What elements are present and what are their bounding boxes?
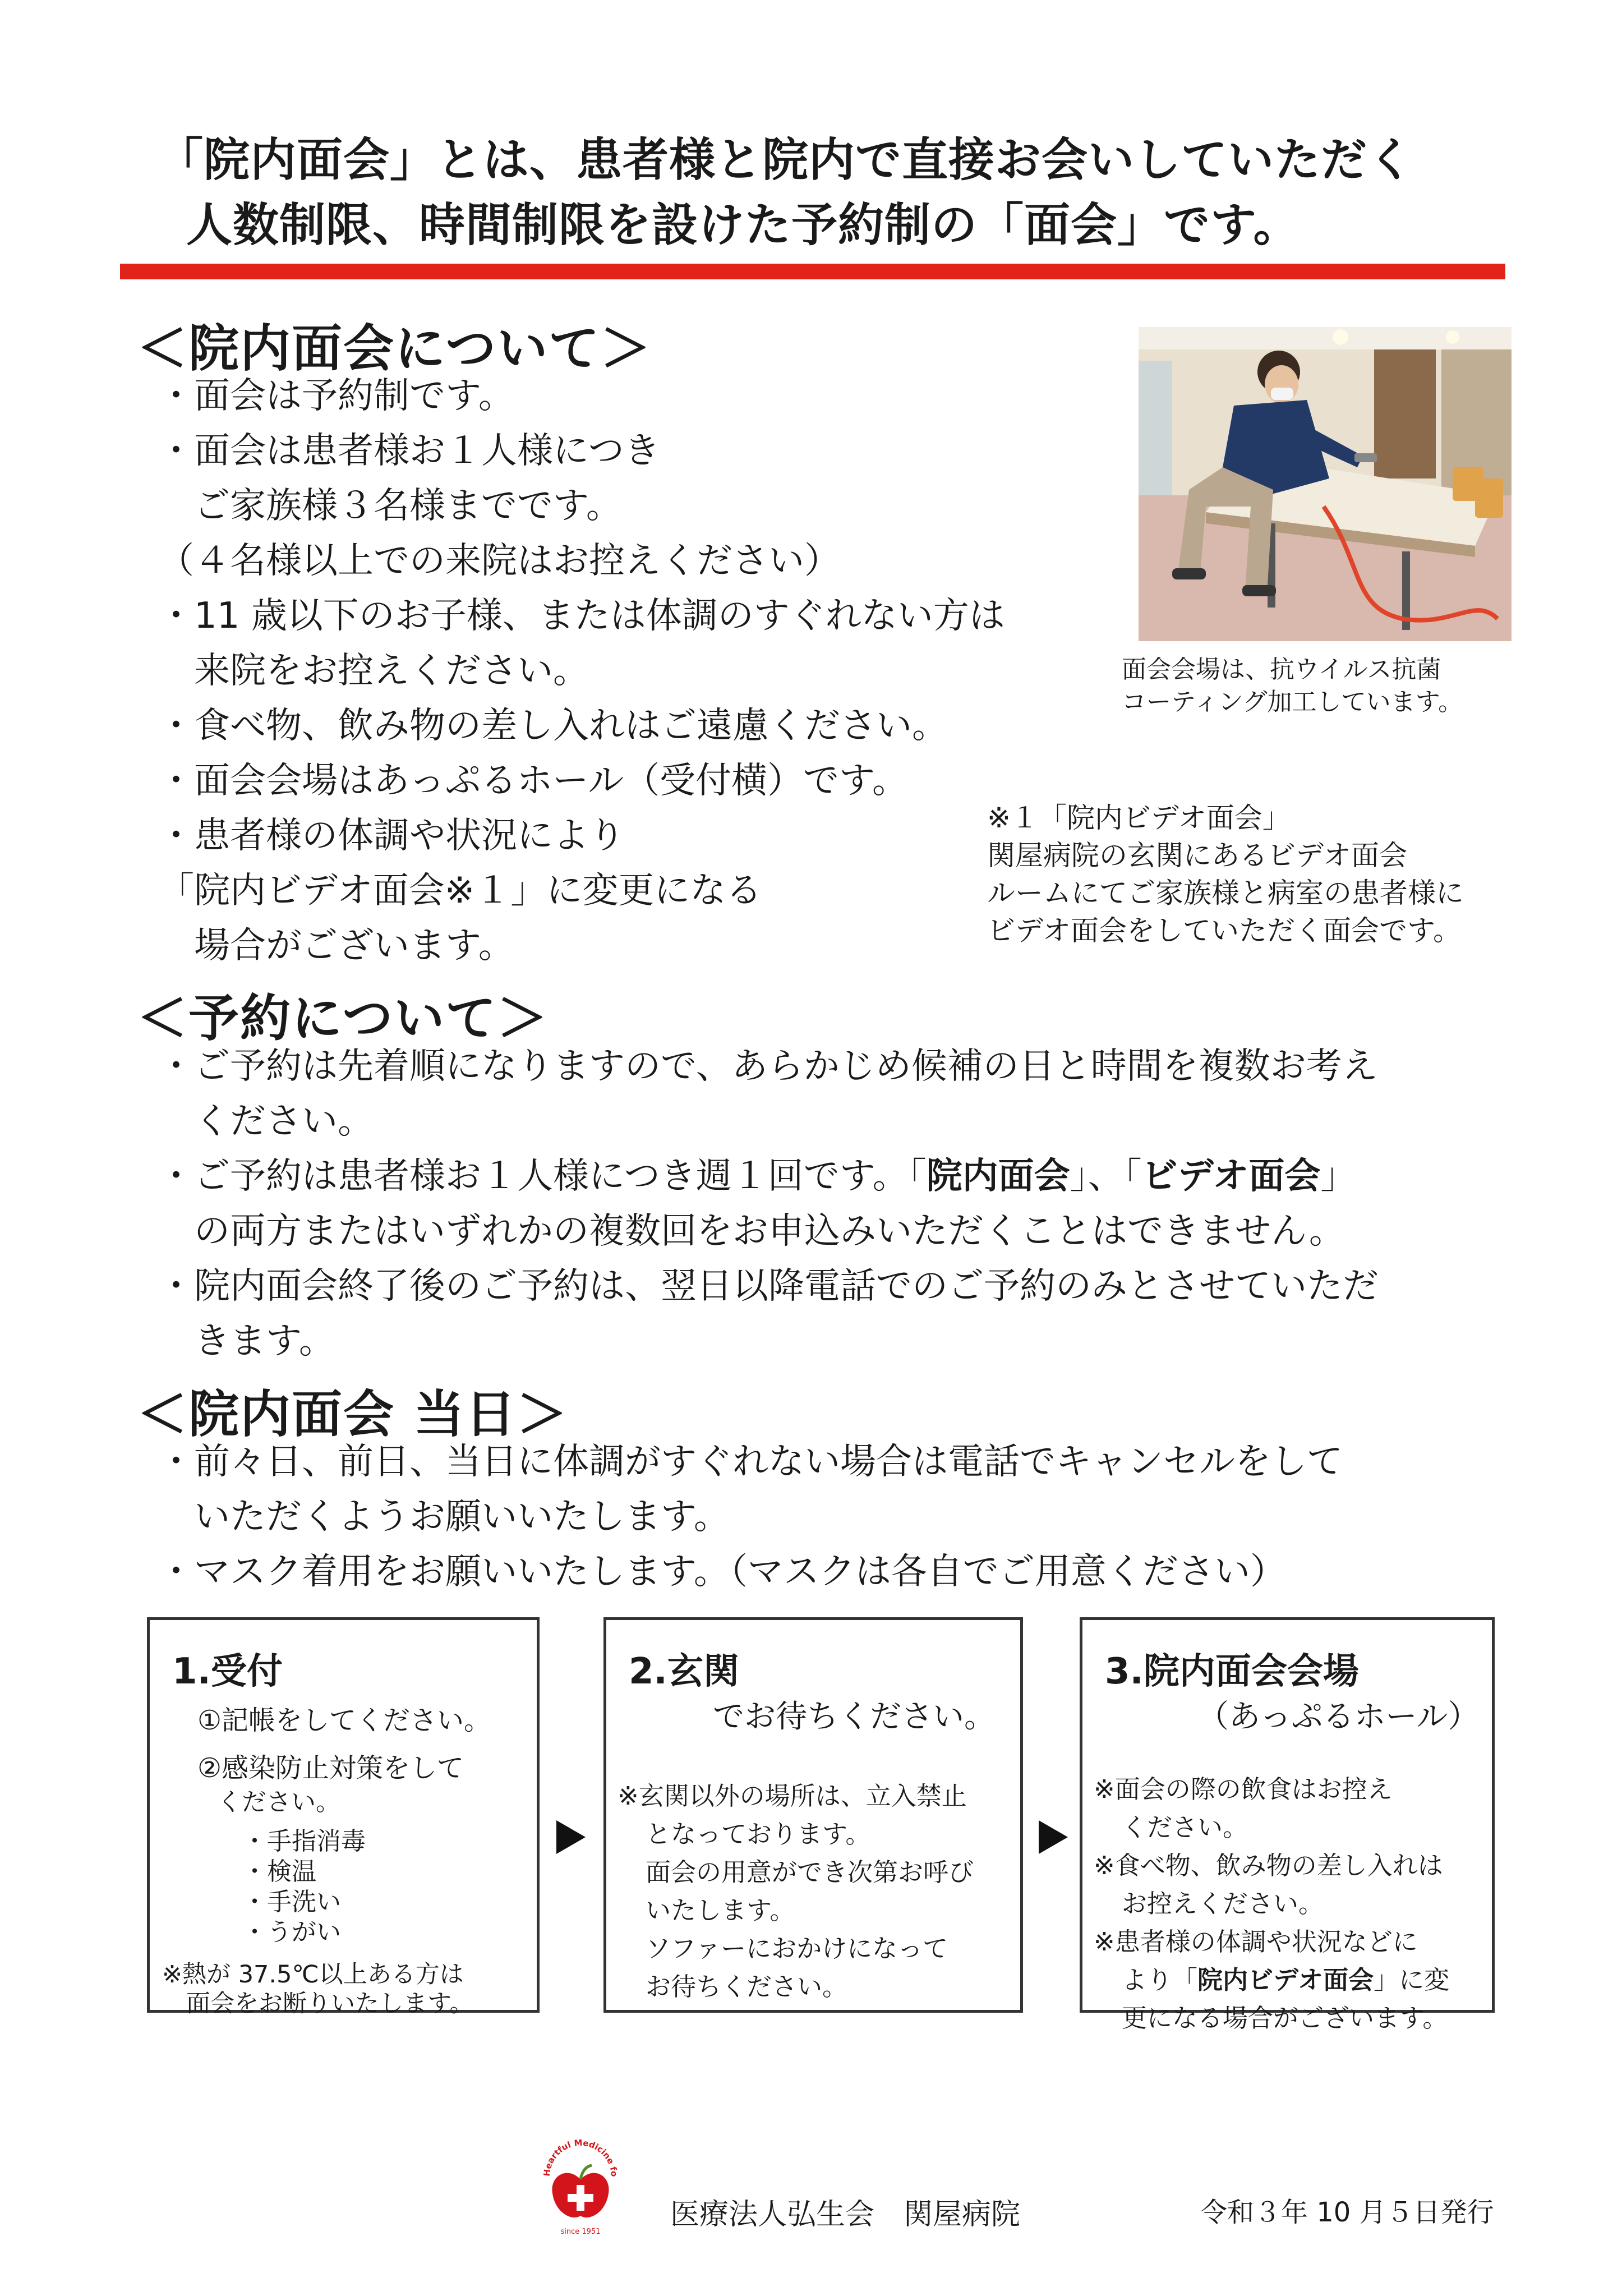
about-line: ・面会は患者様お１人様につき	[158, 430, 660, 472]
about-line: 場合がございます。	[158, 925, 514, 967]
step-text: ください。	[217, 1788, 340, 1816]
about-line: ・11 歳以下のお子様、または体調のすぐれない方は	[158, 595, 1005, 637]
in-hospital-meeting-emph: 院内面会	[926, 1156, 1070, 1197]
caption-line: 面会会場は、抗ウイルス抗菌	[1122, 655, 1441, 684]
step-title: 1.受付	[172, 1651, 283, 1692]
reservation-line: ・院内面会終了後のご予約は、翌日以降電話でのご予約のみとさせていただ	[158, 1266, 1379, 1307]
reservation-line: ください。	[158, 1101, 374, 1142]
arrow-right-icon	[556, 1820, 586, 1854]
red-divider	[120, 264, 1505, 279]
caption-line: コーティング加工しています。	[1122, 688, 1463, 716]
entrance-note-line: お待ちください。	[646, 1972, 848, 2001]
hospital-logo	[538, 2132, 623, 2238]
entrance-note-line: 面会の用意ができ次第お呼び	[646, 1857, 974, 1887]
video-meeting-note	[987, 799, 1464, 950]
step-text: （あっぷるホール）	[1197, 1699, 1480, 1735]
entrance-note-line: いたします。	[646, 1895, 795, 1925]
day-of-list	[158, 1434, 1343, 1599]
about-line: ご家族様３名様までです。	[158, 485, 622, 527]
note-line: ビデオ面会をしていただく面会です。	[987, 914, 1461, 947]
hygiene-item: ・検温	[242, 1857, 316, 1886]
reservation-line: の両方またはいずれかの複数回をお申込みいただくことはできません。	[158, 1211, 1345, 1252]
fever-note: 面会をお断りいたします。	[186, 1990, 474, 2018]
photo-caption	[1122, 654, 1463, 719]
video-meeting-emph: 院内ビデオ面会	[1197, 1965, 1374, 1995]
arrow-right-icon	[1039, 1820, 1068, 1854]
about-line: （４名様以上での来院はお控えください）	[158, 540, 840, 582]
step-text: でお待ちください。	[713, 1699, 996, 1735]
about-line: ・食べ物、飲み物の差し入れはご遠慮ください。	[158, 705, 948, 747]
headline-line-2: 人数制限、時間制限を設けた予約制の「面会」です。	[186, 199, 1300, 252]
entrance-note-line: ※玄関以外の場所は、立入禁止	[618, 1781, 967, 1811]
section-title-about: ＜院内面会について＞	[137, 319, 652, 378]
note-line: ルームにてご家族様と病室の患者様に	[987, 877, 1464, 909]
entrance-note-line: ソファーにおかけになって	[646, 1934, 948, 1963]
headline-line-1: 「院内面会」とは、患者様と院内で直接お会いしていただく	[157, 134, 1414, 187]
reservation-line: ・ご予約は先着順になりますので、あらかじめ候補の日と時間を複数お考え	[158, 1046, 1378, 1087]
svg-text:since 1951: since 1951	[560, 2228, 601, 2236]
reservation-line: ・ご予約は患者様お１人様につき週１回です。「院内面会」、「ビデオ面会」	[158, 1156, 1357, 1197]
hospital-name: 医療法人弘生会 関屋病院	[670, 2198, 1021, 2231]
about-line: ・面会会場はあっぷるホール（受付横）です。	[158, 760, 908, 802]
venue-photo	[1139, 327, 1512, 641]
about-line: ・面会は予約制です。	[158, 375, 514, 417]
venue-note-line: ください。	[1122, 1812, 1248, 1842]
day-of-line: ・前々日、前日、当日に体調がすぐれない場合は電話でキャンセルをして	[158, 1441, 1343, 1483]
venue-note-line: お控えください。	[1122, 1889, 1324, 1918]
note-line: 関屋病院の玄関にあるビデオ面会	[987, 839, 1407, 872]
section-title-day-of: ＜院内面会 当日＞	[137, 1385, 569, 1444]
video-meeting-emph: ビデオ面会	[1141, 1156, 1321, 1197]
svg-text:Heartful Medicine for Old: Heartful Medicine fo	[541, 2137, 620, 2178]
venue-note-line: より「院内ビデオ面会」に変	[1122, 1965, 1450, 1995]
venue-note-line: ※面会の際の飲食はお控え	[1094, 1774, 1393, 1804]
reservation-line: きます。	[158, 1320, 335, 1362]
note-line: ※１「院内ビデオ面会」	[987, 802, 1291, 834]
issue-date: 令和３年 10 月５日発行	[1200, 2197, 1494, 2228]
venue-note-line: ※食べ物、飲み物の差し入れは	[1094, 1851, 1443, 1880]
entrance-note-line: となっております。	[646, 1819, 871, 1849]
reservation-list	[158, 1039, 1379, 1369]
step-entrance	[603, 1617, 1023, 2013]
about-line: ・患者様の体調や状況により	[158, 815, 625, 857]
hygiene-item: ・手洗い	[242, 1888, 341, 1916]
step-text: ②感染防止対策をして	[197, 1752, 464, 1784]
entrance-notes	[618, 1777, 974, 2006]
step-venue	[1080, 1617, 1495, 2033]
hygiene-list	[242, 1826, 366, 1948]
hygiene-item: ・手指消毒	[242, 1827, 366, 1856]
day-of-line: ・マスク着用をお願いいたします。（マスクは各自でご用意ください）	[158, 1551, 1286, 1593]
headline	[157, 128, 1414, 258]
hygiene-item: ・うがい	[242, 1918, 341, 1947]
step-reception	[147, 1617, 540, 2018]
venue-note-line: ※患者様の体調や状況などに	[1094, 1927, 1418, 1957]
day-of-line: いただくようお願いいたします。	[158, 1496, 730, 1538]
fever-note: ※熱が 37.5℃以上ある方は	[162, 1961, 464, 1989]
venue-note-line: 更になる場合がございます。	[1122, 2003, 1448, 2033]
step-title: 3.院内面会会場	[1105, 1651, 1359, 1692]
about-line: 来院をお控えください。	[158, 650, 589, 692]
about-line: 「院内ビデオ面会※１」に変更になる	[158, 870, 762, 912]
section-title-reservation: ＜予約について＞	[137, 989, 549, 1048]
venue-notes	[1094, 1770, 1449, 2037]
step-title: 2.玄関	[629, 1651, 739, 1692]
about-list	[158, 369, 1005, 973]
step-text: ①記帳をしてください。	[197, 1705, 491, 1736]
